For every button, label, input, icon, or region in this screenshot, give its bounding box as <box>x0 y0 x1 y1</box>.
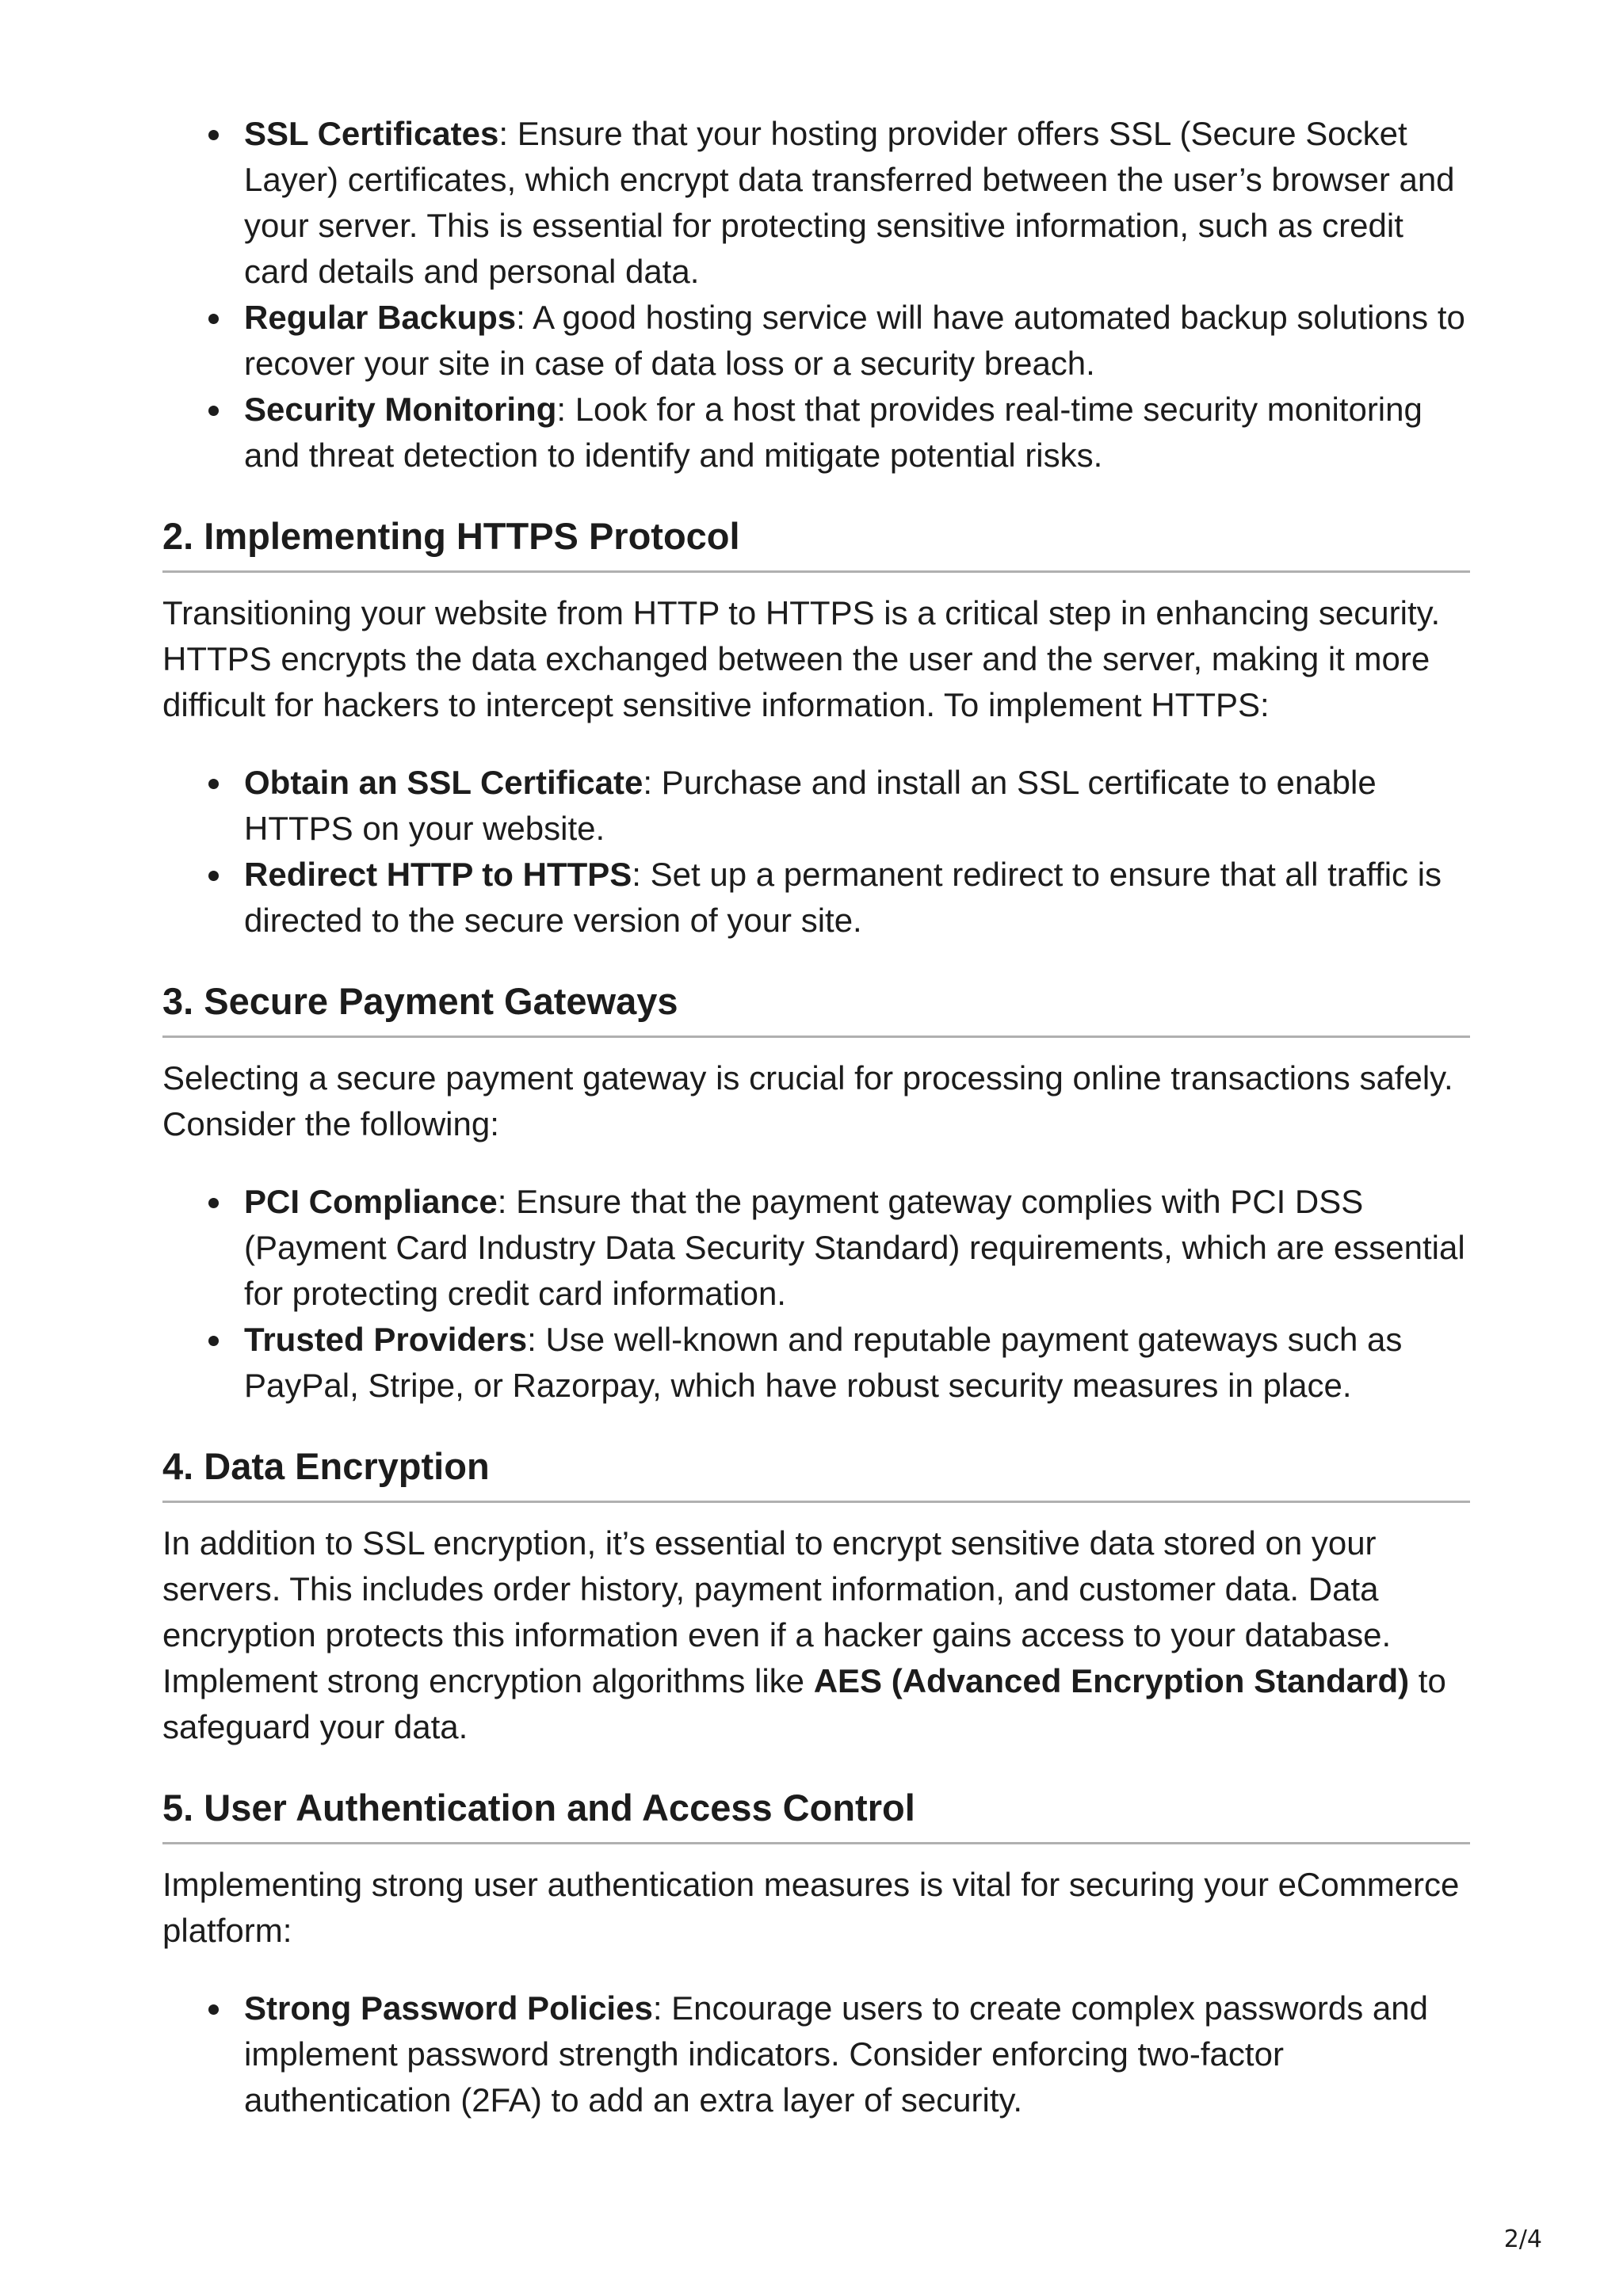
page-number: 2/4 <box>1503 2225 1542 2253</box>
list-item-text: : Use well-known and reputable payment gateways such as PayPal, Stripe, or Razorpay, which have robust security measures in place. <box>244 1321 1403 1404</box>
list-item <box>244 295 1470 387</box>
bullet-icon <box>208 2004 219 2015</box>
list-item <box>244 1985 1470 2123</box>
section-heading-https: 2. Implementing HTTPS Protocol <box>162 513 1470 573</box>
list-item-term: PCI Compliance <box>244 1183 498 1220</box>
https-steps-list <box>162 760 1470 944</box>
list-item <box>244 760 1470 852</box>
bullet-icon <box>208 314 219 324</box>
list-item-text: : A good hosting service will have automated backup solutions to recover your site in case of data loss or a security breach. <box>244 299 1465 382</box>
bullet-icon <box>208 1336 219 1346</box>
list-item-text: : Ensure that the payment gateway complies with PCI DSS (Payment Card Industry Data Security Standard) requirements, which are essential for protecting credit card information. <box>244 1183 1465 1312</box>
paragraph-text: to safeguard your data. <box>162 1662 1446 1745</box>
section-heading-authentication: 5. User Authentication and Access Control <box>162 1785 1470 1844</box>
section-paragraph-encryption <box>162 1520 1470 1750</box>
list-item-text: : Ensure that your hosting provider offers SSL (Secure Socket Layer) certificates, which encrypt data transferred between the user’s browser and your server. This is essential for protecting sensitive information, such as credit card details and personal data. <box>244 115 1455 290</box>
list-item-text: : Encourage users to create complex passwords and implement password strength indicators. Consider enforcing two-factor authentication (2FA) to add an extra layer of security. <box>244 1989 1428 2119</box>
list-item-term: Security Monitoring <box>244 391 557 428</box>
section-heading-encryption: 4. Data Encryption <box>162 1444 1470 1503</box>
payment-gateway-list <box>162 1179 1470 1409</box>
list-item <box>244 1179 1470 1317</box>
list-item <box>244 111 1470 295</box>
bullet-icon <box>208 130 219 140</box>
bullet-icon <box>208 1198 219 1208</box>
list-item-term: Trusted Providers <box>244 1321 528 1358</box>
bullet-icon <box>208 406 219 416</box>
list-item <box>244 852 1470 944</box>
document-body <box>162 111 1470 2123</box>
section-heading-payment: 3. Secure Payment Gateways <box>162 978 1470 1038</box>
hosting-security-list <box>162 111 1470 479</box>
list-item-text: : Look for a host that provides real-time security monitoring and threat detection to identify and mitigate potential risks. <box>244 391 1423 474</box>
list-item-term: Regular Backups <box>244 299 517 336</box>
list-item-term: Redirect HTTP to HTTPS <box>244 856 632 893</box>
list-item-text: : Set up a permanent redirect to ensure that all traffic is directed to the secure version of your site. <box>244 856 1442 939</box>
authentication-list <box>162 1985 1470 2123</box>
section-paragraph-payment: Selecting a secure payment gateway is crucial for processing online transactions safely. Consider the following: <box>162 1059 1453 1142</box>
section-paragraph-authentication: Implementing strong user authentication measures is vital for securing your eCommerce platform: <box>162 1866 1460 1949</box>
section-paragraph-https: Transitioning your website from HTTP to HTTPS is a critical step in enhancing security. HTTPS encrypts the data exchanged between the user and the server, making it more difficult for hackers to intercept sensitive information. To implement HTTPS: <box>162 594 1441 723</box>
paragraph-text: In addition to SSL encryption, it’s essential to encrypt sensitive data stored on your servers. This includes order history, payment information, and customer data. Data encryption protects this information even if a hacker gains access to your database. Implement strong encryption algorithms like <box>162 1524 1392 1699</box>
list-item <box>244 387 1470 479</box>
list-item <box>244 1317 1470 1409</box>
list-item-text: : Purchase and install an SSL certificate to enable HTTPS on your website. <box>244 764 1377 847</box>
paragraph-bold-text: AES (Advanced Encryption Standard) <box>813 1662 1410 1699</box>
bullet-icon <box>208 871 219 881</box>
list-item-term: Strong Password Policies <box>244 1989 653 2027</box>
list-item-term: Obtain an SSL Certificate <box>244 764 643 801</box>
list-item-term: SSL Certificates <box>244 115 499 152</box>
bullet-icon <box>208 779 219 789</box>
